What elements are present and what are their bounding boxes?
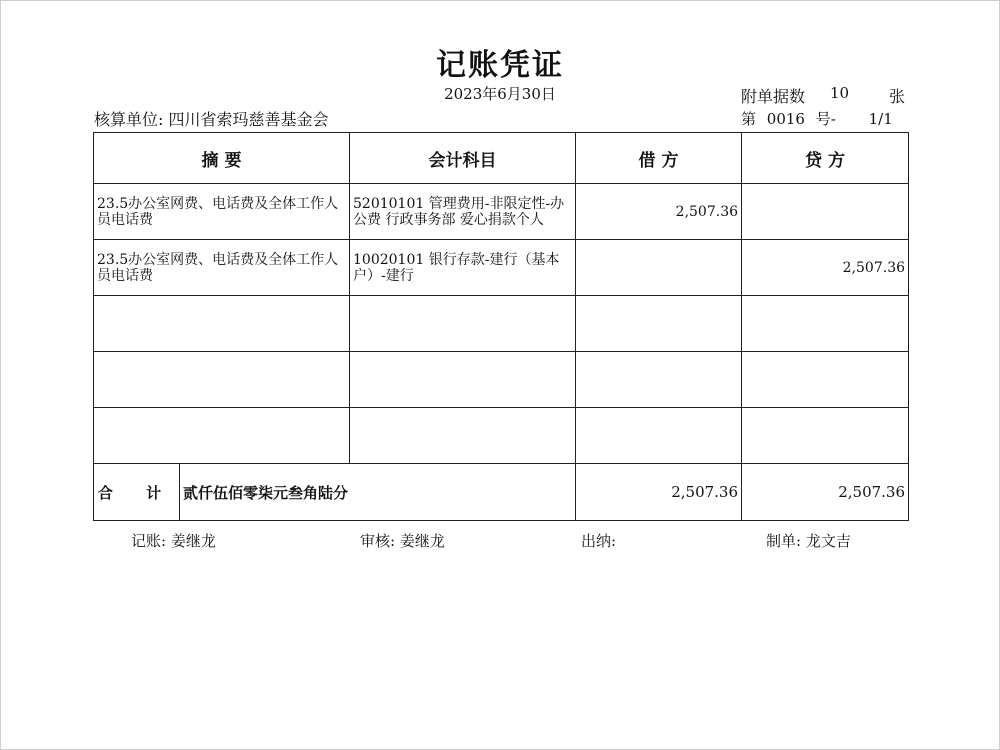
attachments-count: 10 <box>830 84 850 102</box>
table-row-empty <box>94 296 909 352</box>
total-amount-words: 贰仟伍佰零柒元叁角陆分 <box>180 464 576 521</box>
empty-cell <box>576 296 742 352</box>
table-row-empty <box>94 352 909 408</box>
empty-cell <box>350 408 576 464</box>
entry-credit: 2,507.36 <box>742 240 909 296</box>
empty-cell <box>576 408 742 464</box>
attachments-unit: 张 <box>889 87 906 106</box>
empty-cell <box>350 352 576 408</box>
total-credit: 2,507.36 <box>742 464 909 521</box>
voucher-number-prefix: 第 <box>741 110 757 128</box>
empty-cell <box>94 352 350 408</box>
total-label: 合 计 <box>94 464 180 521</box>
signature-reviewer: 审核: 姜继龙 <box>360 532 445 550</box>
empty-cell <box>94 296 350 352</box>
entry-account: 10020101 银行存款-建行（基本户）-建行 <box>350 240 576 296</box>
accounting-unit: 核算单位: 四川省索玛慈善基金会 <box>94 110 329 129</box>
entry-summary: 23.5办公室网费、电话费及全体工作人员电话费 <box>94 184 350 240</box>
empty-cell <box>742 296 909 352</box>
voucher-number <box>741 108 899 129</box>
table-row <box>94 240 909 296</box>
entry-credit <box>742 184 909 240</box>
voucher-number-suffix: 号- <box>815 110 836 128</box>
empty-cell <box>742 408 909 464</box>
empty-cell <box>350 296 576 352</box>
entry-debit <box>576 240 742 296</box>
table-header-row <box>94 133 909 184</box>
voucher-table <box>93 132 909 521</box>
voucher-title: 记账凭证 <box>436 48 564 83</box>
signature-bookkeeper: 记账: 姜继龙 <box>131 532 216 550</box>
signature-preparer: 制单: 龙文吉 <box>766 532 851 550</box>
voucher-number-value: 0016 <box>766 110 805 128</box>
total-row <box>94 464 909 521</box>
header-account: 会计科目 <box>350 133 576 184</box>
entry-debit: 2,507.36 <box>576 184 742 240</box>
signature-cashier: 出纳: <box>581 532 617 550</box>
voucher-page: 1/1 <box>868 110 893 128</box>
table-row-empty <box>94 408 909 464</box>
attachments-label: 附单据数 <box>741 87 806 106</box>
header-summary: 摘 要 <box>94 133 350 184</box>
voucher-date: 2023年6月30日 <box>444 85 556 103</box>
empty-cell <box>94 408 350 464</box>
entry-summary: 23.5办公室网费、电话费及全体工作人员电话费 <box>94 240 350 296</box>
total-debit: 2,507.36 <box>576 464 742 521</box>
entry-account: 52010101 管理费用-非限定性-办公费 行政事务部 爱心捐款个人 <box>350 184 576 240</box>
header-credit: 贷 方 <box>742 133 909 184</box>
empty-cell <box>576 352 742 408</box>
empty-cell <box>742 352 909 408</box>
header-debit: 借 方 <box>576 133 742 184</box>
table-row <box>94 184 909 240</box>
